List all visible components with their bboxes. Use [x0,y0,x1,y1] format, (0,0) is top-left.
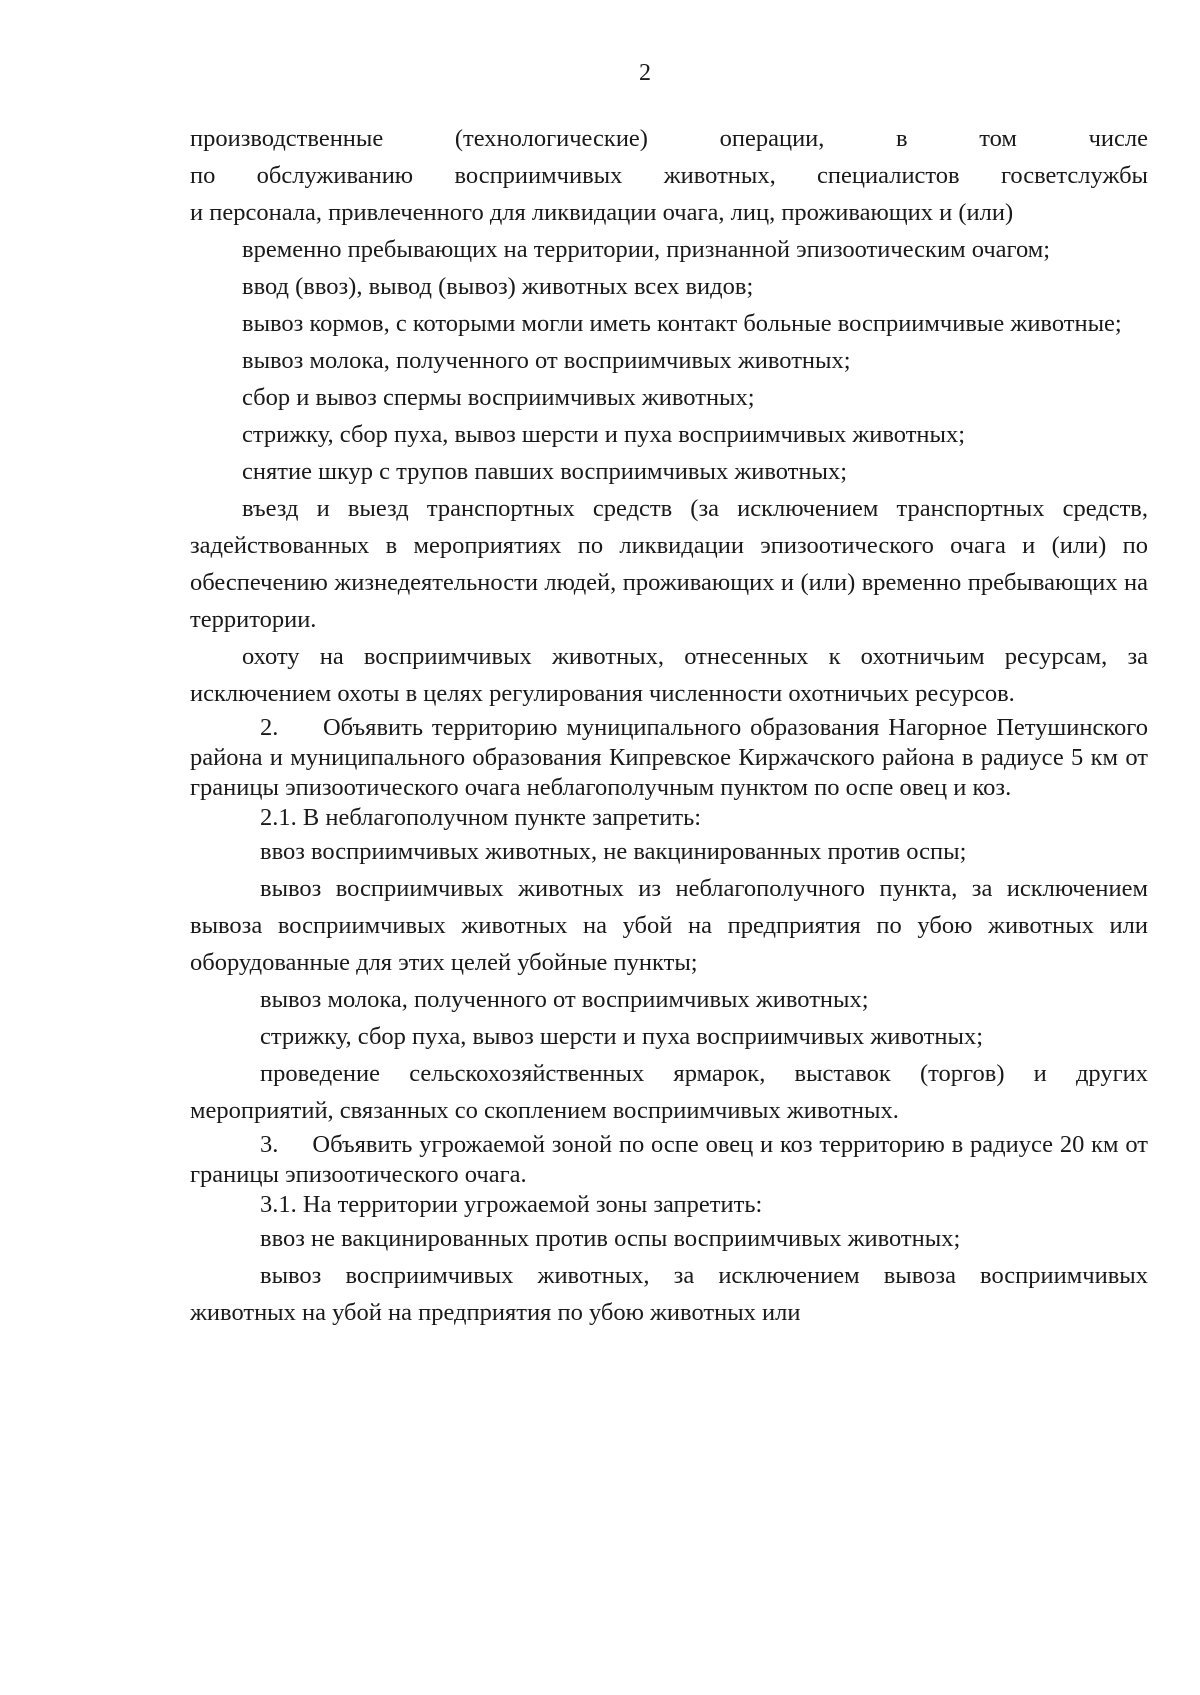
subheading-2-1: 2.1. В неблагополучном пункте запретить: [260,804,702,831]
text-line: по обслуживанию восприимчивых животных, специалистов госветслужбы [190,162,1148,189]
paragraph: проведение сельскохозяйственных ярмарок, выставок (торгов) и других мероприятий, связанных со скоплением восприимчивых животных. [190,1060,1148,1124]
paragraph: ввоз не вакцинированных против оспы восприимчивых животных; [260,1225,961,1252]
paragraph: вывоз молока, полученного от восприимчивых животных; [242,347,851,374]
text-line: и персонала, привлеченного для ликвидации очага, лиц, проживающих и (или) [190,199,1014,226]
text-line: производственные (технологические) операции, в том числе [190,125,1148,152]
paragraph: вывоз восприимчивых животных из неблагополучного пункта, за исключением вывоза восприимчивых животных на убой на предприятия по убою животных или оборудованные для этих целей убойные пункты; [190,875,1148,976]
paragraph: ввод (ввоз), вывод (вывоз) животных всех видов; [242,273,754,300]
numbered-paragraph-2: 2. Объявить территорию муниципального образования Нагорное Петушинского района и муниципального образования Кипревское Киржачского района в радиусе 5 км от границы эпизоотического очага неблагополучным пунктом по оспе овец и коз. [190,714,1148,801]
paragraph: охоту на восприимчивых животных, отнесенных к охотничьим ресурсам, за исключением охоты в целях регулирования численности охотничьих ресурсов. [190,643,1148,707]
paragraph: временно пребывающих на территории, признанной эпизоотическим очагом; [242,236,1051,263]
paragraph: стрижку, сбор пуха, вывоз шерсти и пуха восприимчивых животных; [242,421,966,448]
paragraph: въезд и выезд транспортных средств (за исключением транспортных средств, задействованных в мероприятиях по ликвидации эпизоотического очага и (или) по обеспечению жизнедеятельности людей, проживающих и (или) временно пребывающих на территории. [190,495,1148,633]
paragraph: вывоз кормов, с которыми могли иметь контакт больные восприимчивые животные; [242,310,1122,337]
paragraph: вывоз молока, полученного от восприимчивых животных; [260,986,869,1013]
paragraph: стрижку, сбор пуха, вывоз шерсти и пуха восприимчивых животных; [260,1023,984,1050]
paragraph: ввоз восприимчивых животных, не вакцинированных против оспы; [260,838,967,865]
document-body [190,120,1148,1331]
page-number: 2 [639,60,651,86]
subheading-3-1: 3.1. На территории угрожаемой зоны запретить: [260,1191,763,1218]
paragraph: снятие шкур с трупов павших восприимчивых животных; [242,458,848,485]
numbered-paragraph-3: 3. Объявить угрожаемой зоной по оспе овец и коз территорию в радиусе 20 км от границы эпизоотического очага. [190,1131,1148,1188]
paragraph: сбор и вывоз спермы восприимчивых животных; [242,384,755,411]
paragraph: вывоз восприимчивых животных, за исключением вывоза восприимчивых животных на убой на предприятия по убою животных или [190,1262,1148,1326]
